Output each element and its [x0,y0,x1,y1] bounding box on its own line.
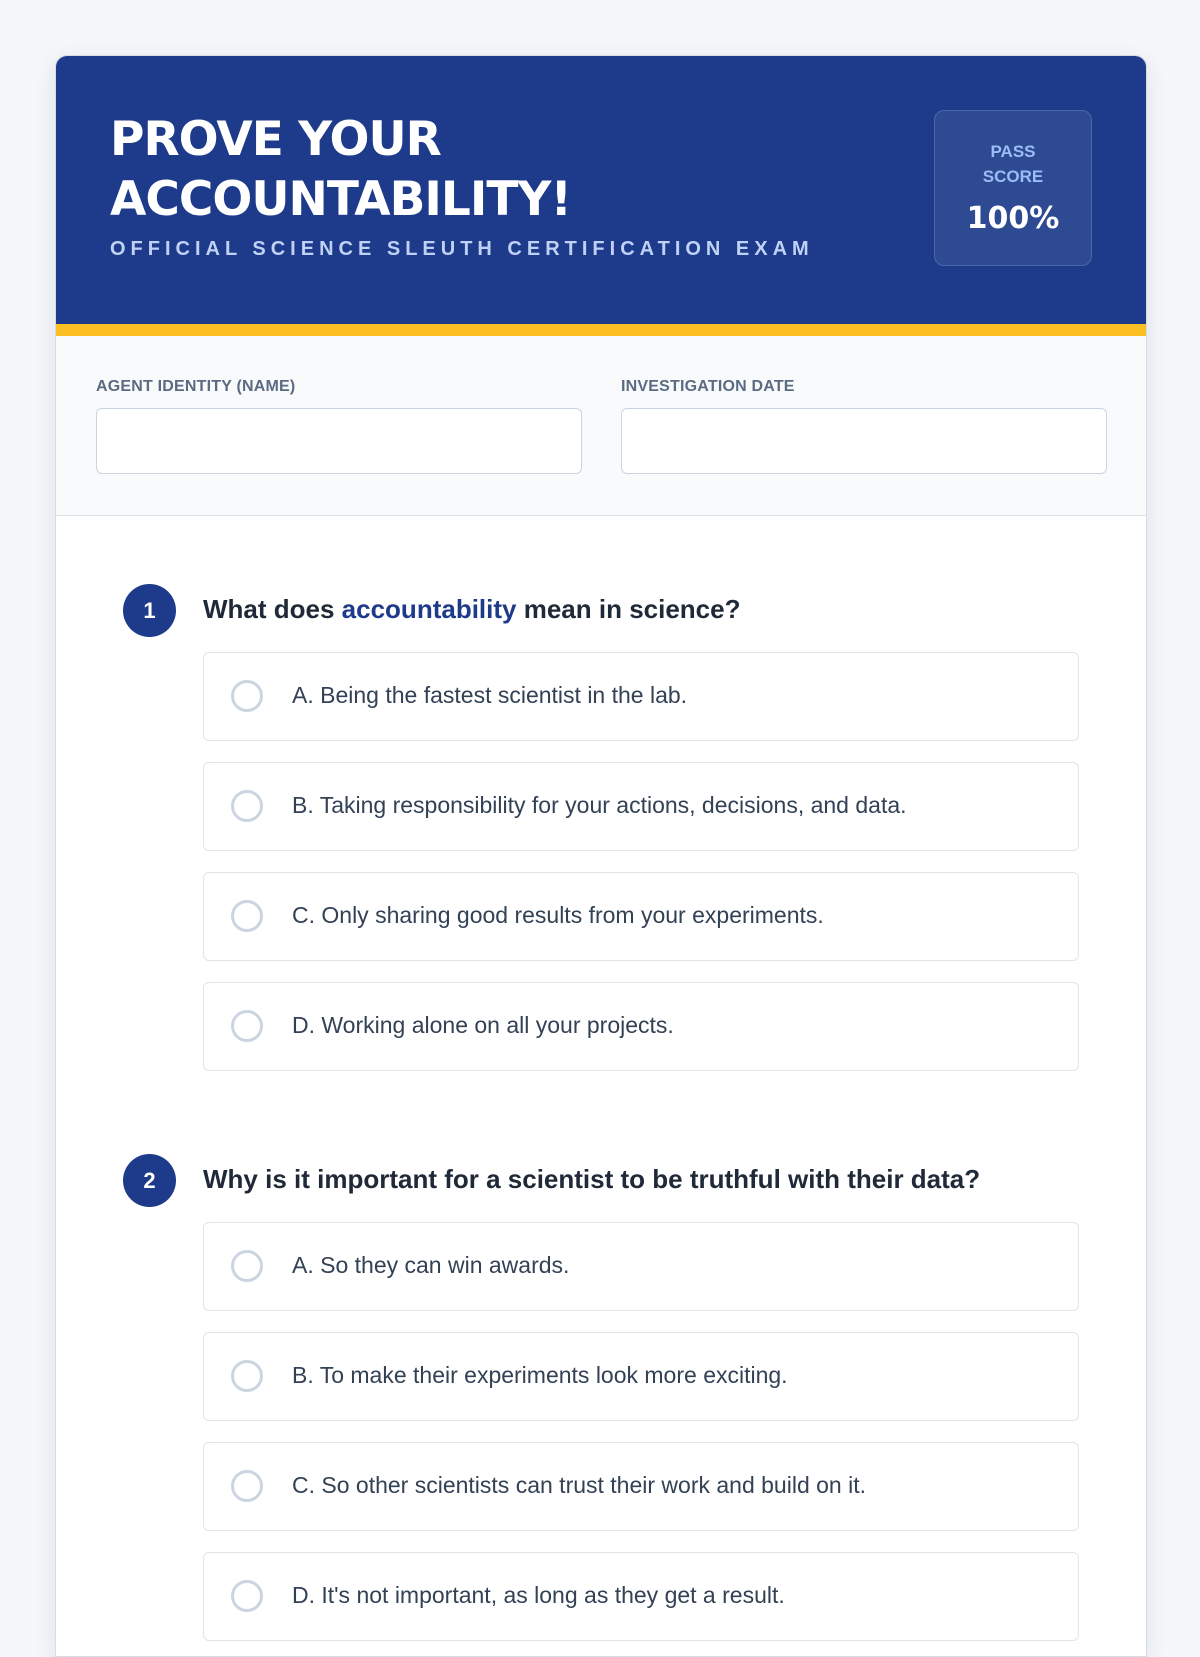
answer-option-a[interactable] [203,1222,1079,1311]
agent-name-group [96,378,582,474]
pass-score-label: PASS SCORE [982,142,1044,186]
question-text-end: mean in science? [516,594,741,624]
radio-button[interactable] [231,1580,263,1612]
page-subtitle: OFFICIAL SCIENCE SLEUTH CERTIFICATION EXAM [110,238,814,260]
radio-button[interactable] [231,790,263,822]
answer-option-label: C. Only sharing good results from your experiments. [292,902,824,928]
answer-options [203,1222,1079,1657]
answer-option-c[interactable] [203,872,1079,961]
answer-option-d[interactable] [203,982,1079,1071]
answer-option-label: B. To make their experiments look more exciting. [292,1362,788,1388]
answer-option-a[interactable] [203,652,1079,741]
answer-option-c[interactable] [203,1442,1079,1531]
page-title: PROVE YOUR ACCOUNTABILITY! [110,112,571,227]
answer-option-label: A. So they can win awards. [292,1252,570,1278]
radio-button[interactable] [231,1250,263,1282]
radio-button[interactable] [231,900,263,932]
investigation-date-label: INVESTIGATION DATE [621,378,795,395]
answer-option-label: A. Being the fastest scientist in the lab. [292,682,688,708]
answer-option-d[interactable] [203,1552,1079,1641]
question-text [203,594,740,625]
pass-score-badge [934,110,1092,266]
answer-option-label: D. It's not important, as long as they get a result. [292,1582,785,1608]
answer-options [203,652,1079,1092]
agent-name-label: AGENT IDENTITY (NAME) [96,378,296,395]
agent-name-input[interactable] [96,408,582,474]
question-number-badge: 1 [123,584,176,637]
exam-card [55,55,1147,1657]
radio-button[interactable] [231,680,263,712]
question-text-start: What does [203,594,342,624]
radio-button[interactable] [231,1470,263,1502]
radio-button[interactable] [231,1360,263,1392]
agent-info-section [56,336,1146,516]
question-number-badge: 2 [123,1154,176,1207]
question-text: Why is it important for a scientist to be truthful with their data? [203,1164,981,1194]
pass-score-value: 100% [966,201,1060,236]
answer-option-label: D. Working alone on all your projects. [292,1012,674,1038]
investigation-date-group [621,378,1107,474]
answer-option-label: C. So other scientists can trust their work and build on it. [292,1472,866,1498]
answer-option-b[interactable] [203,762,1079,851]
investigation-date-input[interactable] [621,408,1107,474]
exam-header [56,56,1146,336]
answer-option-b[interactable] [203,1332,1079,1421]
question-highlight-term: accountability [341,594,517,624]
radio-button[interactable] [231,1010,263,1042]
answer-option-label: B. Taking responsibility for your actions, decisions, and data. [292,792,907,818]
